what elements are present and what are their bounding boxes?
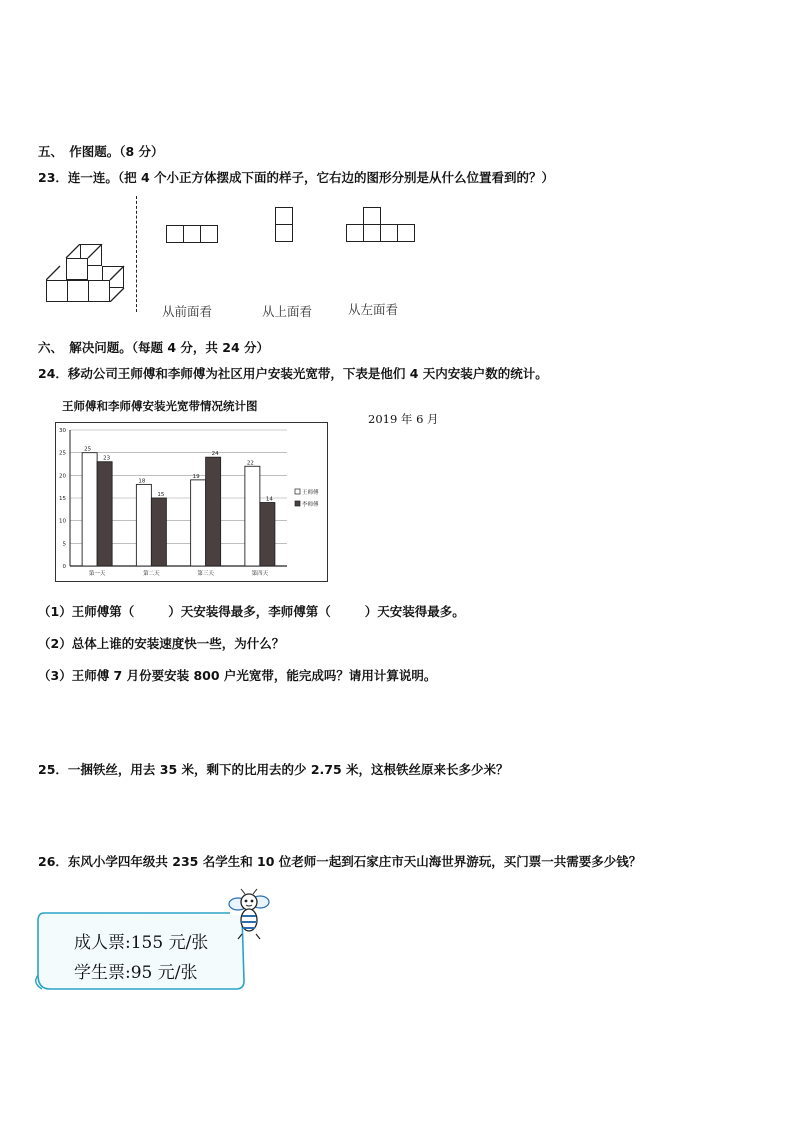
x-tick-label: 第三天 <box>197 571 214 577</box>
question-25-text: 25．一捆铁丝，用去 35 米，剩下的比用去的少 2.75 米，这根铁丝原来长多少米？ <box>38 762 509 777</box>
section-6-title: 六、 解决问题。（每题 4 分，共 24 分） <box>38 340 270 355</box>
bar-李师傅 <box>260 503 275 566</box>
bar-value-label: 25 <box>84 446 92 453</box>
y-tick-label: 15 <box>59 496 66 502</box>
bar-王师傅 <box>82 453 97 566</box>
bar-李师傅 <box>151 498 166 566</box>
bee-mascot-icon <box>226 888 272 940</box>
bar-value-label: 24 <box>211 451 219 458</box>
dashed-divider <box>136 196 137 312</box>
bar-value-label: 15 <box>157 492 165 498</box>
ticket-student-price: 学生票:95 元/张 <box>74 963 198 983</box>
y-tick-label: 30 <box>59 428 66 434</box>
bar-value-label: 19 <box>192 473 200 480</box>
legend-swatch <box>295 501 300 506</box>
section-5-title: 五、 作图题。（8 分） <box>38 144 164 159</box>
q24-sub3: （3）王师傅 7 月份要安装 800 户光宽带，能完成吗？请用计算说明。 <box>38 668 437 683</box>
legend-label: 王师傅 <box>302 490 319 496</box>
bar-value-label: 22 <box>246 460 254 467</box>
ticket-adult-price: 成人票:155 元/张 <box>74 933 209 953</box>
legend-label: 李师傅 <box>302 502 319 508</box>
label-left-view: 从左面看 <box>348 302 399 317</box>
question-23-text: 23．连一连。（把 4 个小正方体摆成下面的样子，它右边的图形分别是从什么位置看到的？） <box>38 170 555 185</box>
question-26-text: 26．东风小学四年级共 235 名学生和 10 位老师一起到石家庄市天山海世界游玩，买门票一共需要多少钱？ <box>38 854 642 869</box>
label-top-view: 从上面看 <box>262 304 313 319</box>
bar-王师傅 <box>136 484 151 566</box>
q24-sub1 <box>38 602 465 620</box>
y-tick-label: 5 <box>62 541 66 548</box>
y-tick-label: 25 <box>59 450 66 457</box>
chart-title: 王师傅和李师傅安装光宽带情况统计图 <box>62 399 258 413</box>
bar-王师傅 <box>191 480 206 566</box>
x-tick-label: 第二天 <box>143 571 160 577</box>
label-front-view: 从前面看 <box>162 304 213 319</box>
bar-chart <box>55 422 328 582</box>
y-tick-label: 20 <box>59 473 66 480</box>
bar-王师傅 <box>245 466 260 566</box>
y-tick-label: 10 <box>59 518 66 525</box>
x-tick-label: 第四天 <box>251 571 269 577</box>
bar-value-label: 14 <box>265 496 273 503</box>
q24-sub1-part-a: （1）王师傅第（ <box>38 604 135 619</box>
x-tick-label: 第一天 <box>88 571 106 577</box>
bar-value-label: 18 <box>138 478 146 485</box>
q24-sub2: （2）总体上谁的安装速度快一些，为什么？ <box>38 636 285 651</box>
chart-date: 2019 年 6 月 <box>368 412 439 426</box>
bar-李师傅 <box>206 457 221 566</box>
y-tick-label: 0 <box>62 564 66 570</box>
bar-value-label: 23 <box>103 455 111 462</box>
q24-sub1-part-b: ）天安装得最多，李师傅第（ <box>168 604 331 619</box>
cube-stack-figure <box>46 244 126 302</box>
bar-李师傅 <box>97 462 112 566</box>
question-24-text: 24．移动公司王师傅和李师傅为社区用户安装光宽带，下表是他们 4 天内安装户数的统计。 <box>38 366 548 381</box>
legend-swatch <box>295 489 300 494</box>
q24-sub1-part-c: ）天安装得最多。 <box>364 604 465 619</box>
